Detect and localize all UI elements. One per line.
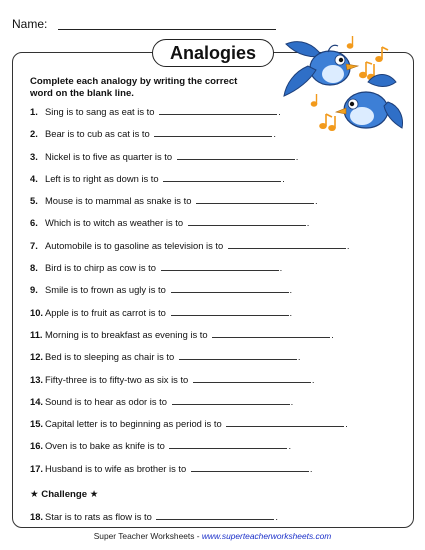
analogy-item: 3. Nickel is to five as quarter is to .	[30, 150, 299, 162]
analogy-item: 8. Bird is to chirp as cow is to .	[30, 262, 283, 274]
music-note-icon	[376, 47, 388, 61]
analogy-list	[30, 105, 400, 484]
answer-blank[interactable]	[156, 510, 274, 520]
analogy-item: 12. Bed is to sleeping as chair is to .	[30, 351, 301, 363]
answer-blank[interactable]	[169, 439, 287, 449]
answer-blank[interactable]	[177, 150, 295, 160]
answer-blank[interactable]	[193, 373, 311, 383]
answer-blank[interactable]	[171, 283, 289, 293]
challenge-heading: ★ Challenge ★	[30, 489, 99, 500]
answer-blank[interactable]	[163, 172, 281, 182]
footer-credit: Super Teacher Worksheets -	[93, 531, 202, 541]
analogy-item: 13. Fifty-three is to fifty-two as six is to .	[30, 373, 315, 385]
analogy-item: 5. Mouse is to mammal as snake is to .	[30, 195, 318, 207]
analogy-item: 1. Sing is to sang as eat is to .	[30, 106, 281, 117]
analogy-item: 16. Oven is to bake as knife is to .	[30, 440, 292, 452]
answer-blank[interactable]	[212, 328, 330, 338]
analogy-item: 17. Husband is to wife as brother is to .	[30, 462, 313, 474]
answer-blank[interactable]	[226, 417, 344, 427]
footer	[0, 531, 425, 541]
music-note-icon	[360, 62, 374, 79]
analogy-item: 2. Bear is to cub as cat is to .	[30, 128, 276, 140]
name-row	[12, 17, 47, 31]
analogy-item: 15. Capital letter is to beginning as period is to .	[30, 418, 348, 430]
answer-blank[interactable]	[191, 462, 309, 472]
music-note-icon	[347, 36, 352, 48]
analogy-item: 7. Automobile is to gasoline as television is to .	[30, 239, 350, 251]
analogy-item: 9. Smile is to frown as ugly is to .	[30, 284, 293, 296]
analogy-item-challenge: 18. Star is to rats as flow is to .	[30, 511, 279, 522]
answer-blank[interactable]	[188, 216, 306, 226]
answer-blank[interactable]	[154, 127, 272, 137]
answer-blank[interactable]	[161, 261, 279, 271]
worksheet-title: Analogies	[152, 39, 274, 67]
footer-link[interactable]: www.superteacherworksheets.com	[201, 531, 332, 541]
name-label: Name:	[12, 17, 48, 31]
analogy-item: 10. Apple is to fruit as carrot is to .	[30, 306, 293, 318]
analogy-item: 4. Left is to right as down is to .	[30, 172, 285, 184]
analogy-item: 11. Morning is to breakfast as evening is to .	[30, 328, 334, 340]
analogy-item: 6. Which is to witch as weather is to .	[30, 217, 310, 229]
bird-icon	[284, 42, 358, 96]
analogy-item: 14. Sound is to hear as odor is to .	[30, 395, 294, 407]
instructions: Complete each analogy by writing the correct word on the blank line.	[30, 76, 238, 99]
answer-blank[interactable]	[171, 306, 289, 316]
answer-blank[interactable]	[159, 105, 277, 115]
answer-blank[interactable]	[228, 239, 346, 249]
answer-blank[interactable]	[196, 194, 314, 204]
answer-blank[interactable]	[172, 395, 290, 405]
answer-blank[interactable]	[179, 350, 297, 360]
name-blank-line[interactable]	[58, 29, 276, 30]
